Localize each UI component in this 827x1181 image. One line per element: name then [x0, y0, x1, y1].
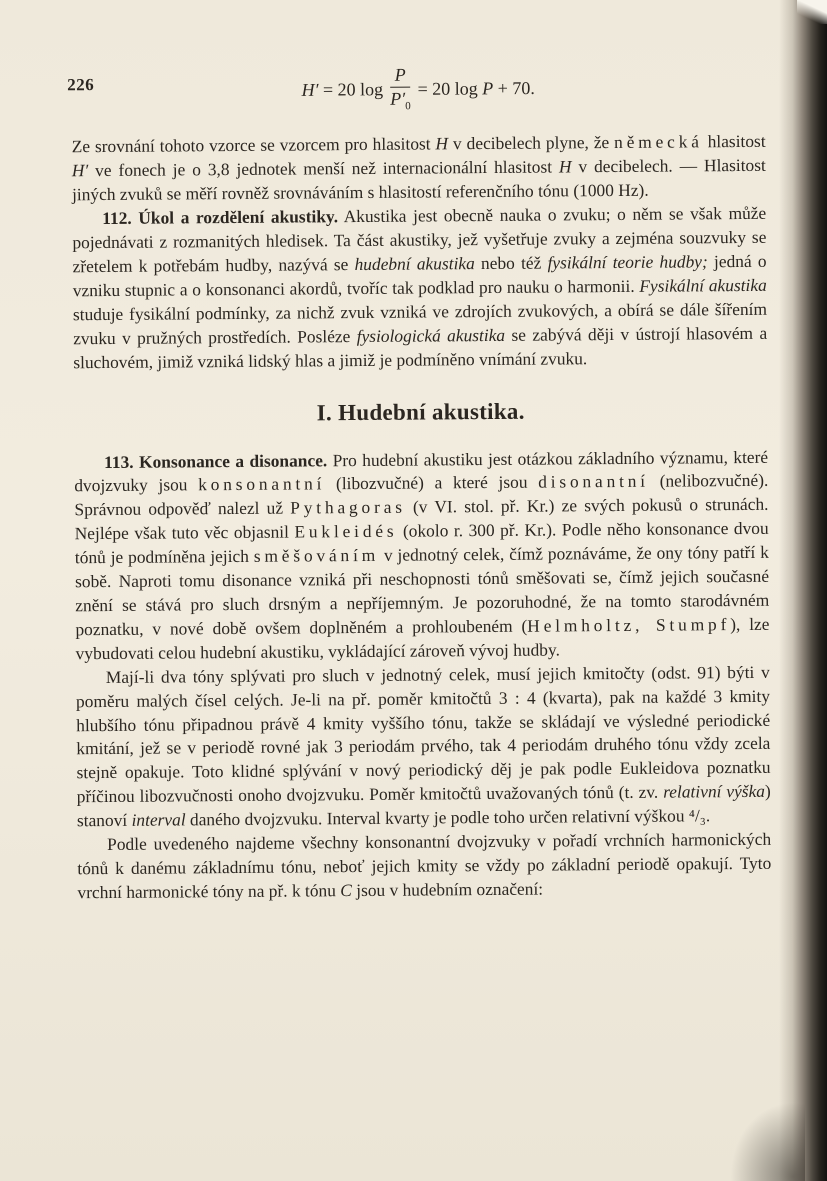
text-segment: fysiologická akustika — [356, 324, 506, 346]
text-segment: ) stanoví — [76, 781, 771, 831]
text-segment: v decibelech. — Hlasitost jiných zvuků se měří rovněž srovnáváním s hlasitostí referenčního tónu (1000 Hz). — [71, 155, 766, 205]
para-kmitocty-interval — [76, 660, 771, 833]
text-segment: 112. Úkol a rozdělení akustiky. — [102, 206, 339, 229]
text-segment: H — [558, 156, 572, 177]
text-segment: C — [340, 879, 352, 901]
formula-lhs-var: H′ — [301, 79, 319, 100]
text-segment: Akustika jest obecně nauka o zvuku; o něm se však může pojednávati z rozmanitých hledisek. Ta část akustiky, jež vyšetřuje zvuky a zejména souzvuky se zřetelem k potřebám hudby, nazývá se — [72, 203, 767, 277]
text-segment: Podle uvedeného najdeme všechny konsonantní dvojzvuky v pořadí vrchních harmonických tónů k danému základnímu tónu, neboť jejich kmity se vždy po základní periodě opakují. Tyto vrchní harmonické tóny na př. k tónu — [77, 828, 772, 903]
text-segment: (libozvučné) a které jsou — [325, 472, 539, 494]
text-segment: se zabývá ději v ústrojí hlasovém a sluchovém, jimiž vzniká lidský hlas a jimiž je podmíněno vnímání zvuku. — [73, 322, 768, 372]
formula-denominator-var: P′ — [390, 88, 406, 109]
text-segment: Pro hudební akustiku jest otázkou základního významu, které dvojzvuky jsou — [74, 446, 769, 496]
text-segment: německá — [614, 131, 703, 153]
text-segment: ⁴/₃. — [688, 805, 711, 826]
text-segment: konsonantní — [198, 473, 326, 495]
section-heading-hudebni-akustika: I. Hudební akustika. — [316, 398, 525, 425]
text-segment: studuje fysikální podmínky, za nichž zvuk vzniká ve zdrojích zvukových, a obírá se dále šířením zvuku v pružných prostředích. Posléze — [72, 298, 768, 348]
text-segment: nebo též — [474, 252, 548, 274]
text-segment: Eukleidés — [294, 520, 398, 542]
text-segment: (v VI. stol. př. Kr.) ze svých pokusů o strunách. Nejlépe však tuto věc objasnil — [74, 494, 769, 544]
text-segment: Ze srovnání tohoto vzorce se vzorcem pro hlasitost — [71, 133, 436, 157]
formula-rhs-op: = 20 log — [417, 78, 478, 99]
text-segment: Pythagoras — [290, 496, 406, 518]
formula-rhs-tail: + 70. — [493, 77, 535, 99]
text-segment: hlasitost — [702, 131, 766, 152]
text-segment: fysikální teorie hudby; — [547, 251, 708, 273]
text-segment: Helmholtz, Stumpf — [527, 613, 731, 636]
text-segment: ve fonech je o 3,8 jednotek menší než internacionální hlasitost — [88, 156, 560, 181]
text-segment: ), lze vybudovati celou hudební akustiku, vykládající zároveň vývoj hudby. — [75, 613, 770, 664]
text-segment: Mají-li dva tóny splývati pro sluch v jednotný celek, musí jejich kmitočty (odst. 91) býti v poměru malých čísel celých. Je-li na př. poměr kmitočtů 3 : 4 (kvarta), pak na každé 3 kmity hlubšího tónu připadnou právě 4 kmity vyššího tónu, takže se skládají ve výsledné periodické kmitání, jež se v periodě rovné jak 3 periodám prvého, tak 4 periodám druhého tónu vždy zcela stejně opakuje. Toto klidné splývání v nový periodický děj je pak podle Eukleidova poznatku příčinou libozvučnosti onoho dvojzvuku. Poměr kmitočtů uvažovaných tónů (t. zv. — [75, 661, 771, 807]
text-segment: (nelibozvučné). Správnou odpověď nalezl už — [74, 470, 769, 520]
text-segment: interval — [131, 809, 186, 830]
text-segment: v jednotný celek, čímž poznáváme, že ony tóny patří k sobě. Naproti tomu disonance vzniká při neschopnosti tónů směšovati se, čímž jejich současné znění se stává pro sluch drsným a nepříjemným. Je pozoruhodné, že na tomto starodávném poznatku, v nové době ovšem doplněném a prohloubeném ( — [74, 541, 770, 640]
book-edge-shadow — [779, 0, 827, 1181]
text-segment: H — [435, 133, 449, 154]
text-segment: daného dvojzvuku. Interval kvarty je podle toho určen relativní výškou — [185, 805, 689, 830]
loudness-formula — [71, 62, 765, 120]
text-segment: v decibelech plyne, že — [448, 132, 615, 154]
formula-denominator — [390, 87, 411, 113]
text-segment: disonantní — [538, 471, 650, 493]
para-harmonicke-tony — [77, 828, 772, 905]
text-segment: (okolo r. 300 př. Kr.). Podle něho konsonance dvou tónů je podmíněna jejich — [74, 518, 769, 568]
text-segment: směšováním — [253, 545, 380, 567]
formula-rhs-p: P — [482, 78, 494, 99]
formula-numerator: P — [390, 65, 411, 88]
text-segment: relativní výška — [663, 781, 766, 802]
text-segment: hudební akustika — [354, 253, 475, 275]
text-blocks — [72, 130, 772, 905]
page-corner-highlight — [797, 0, 827, 24]
text-segment: jsou v hudebním označení: — [351, 878, 544, 900]
formula-lhs-op: = 20 log — [318, 79, 384, 100]
text-segment: 113. Konsonance a disonance. — [104, 449, 328, 472]
text-segment: H′ — [71, 160, 89, 181]
para-formula-discussion — [72, 130, 767, 207]
para-113-konsonance-a-disonance — [74, 445, 770, 666]
text-segment: Fysikální akustika — [639, 274, 767, 296]
page-content — [67, 60, 772, 905]
bottom-corner-shadow — [725, 1096, 805, 1181]
formula-fraction — [390, 65, 411, 114]
page-number: 226 — [67, 75, 95, 95]
formula-denominator-sub: 0 — [405, 99, 411, 112]
text-segment: jedná o vzniku stupnic a o konsonanci akordů, tvoříc tak podklad pro nauku o harmonii. — [72, 250, 767, 301]
para-112-ukol-a-rozdeleni-akustiky — [72, 202, 767, 375]
